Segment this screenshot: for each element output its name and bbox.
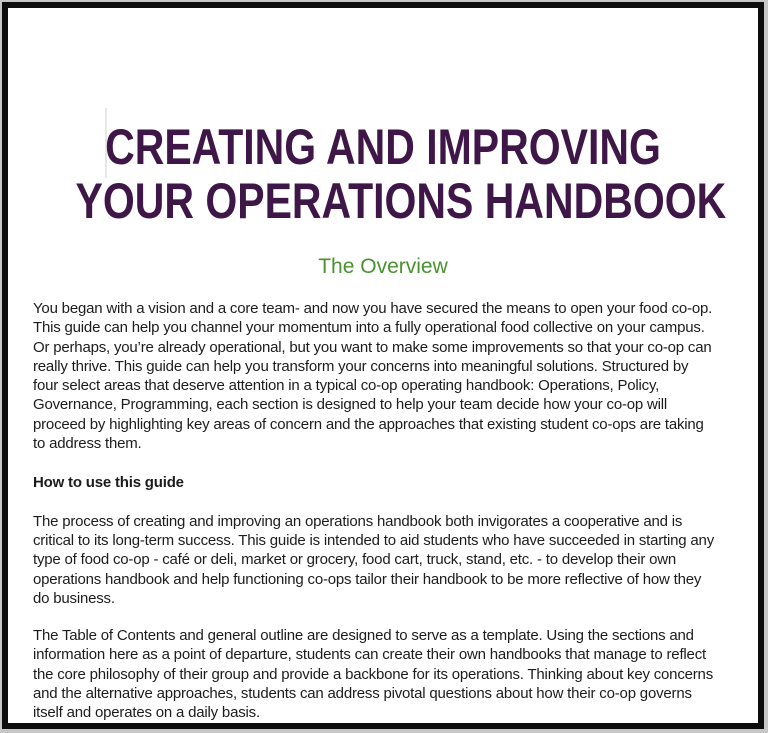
text-line: The process of creating and improving an operations handbook both invigorates a cooperative and is: [33, 512, 683, 530]
document-title: [8, 120, 758, 228]
text-line: You began with a vision and a core team- and now you have secured the means to open your food co-op.: [33, 300, 713, 317]
text-line: The Table of Contents and general outline are designed to serve as a template. Using the sections and: [33, 627, 694, 645]
paragraph-table-of-contents: [33, 626, 758, 722]
text-line: proceed by highlighting key areas of concern and the approaches that existing student co-ops are taking: [33, 415, 704, 433]
text-line: to address them.: [33, 435, 142, 453]
text-line: and the alternative approaches, students can address pivotal questions about how their co-op governs: [33, 685, 692, 703]
document-page: [2, 2, 764, 729]
text-line: critical to its long-term success. This guide is intended to aid students who have succeeded in starting any: [33, 531, 714, 549]
title-line-2: YOUR OPERATIONS HANDBOOK: [75, 173, 727, 229]
paragraph-overview: [33, 299, 758, 453]
text-line: Governance, Programming, each section is designed to help your team decide how your co-op will: [33, 396, 668, 414]
text-line: Or perhaps, you’re already operational, but you want to make some improvements so that your co-op can: [33, 338, 712, 356]
text-line: itself and operates on a daily basis.: [33, 704, 260, 722]
text-line: four select areas that deserve attention in a typical co-op operating handbook: Operations, Policy,: [33, 377, 660, 395]
section-subtitle: The Overview: [318, 255, 448, 278]
text-line: This guide can help you channel your momentum into a fully operational food collective on your campus.: [33, 319, 705, 337]
heading-how-to-use-guide: How to use this guide: [33, 474, 184, 492]
text-line: information here as a point of departure, students can create their own handbooks that manage to reflect: [33, 646, 706, 664]
text-line: really thrive. This guide can help you transform your concerns into meaningful solutions. Structured by: [33, 357, 689, 375]
text-line: type of food co-op - café or deli, market or grocery, food cart, truck, stand, etc. - to develop their own: [33, 551, 677, 569]
document-body: [8, 299, 758, 723]
text-line: the core philosophy of their group and provide a backbone for its operations. Thinking about key concerns: [33, 665, 713, 683]
text-line: operations handbook and help functioning co-ops tailor their handbook to be more reflective of how they: [33, 570, 702, 588]
paragraph-process: [33, 512, 758, 608]
text-line: do business.: [33, 589, 115, 607]
title-line-1: CREATING AND IMPROVING: [105, 119, 661, 175]
